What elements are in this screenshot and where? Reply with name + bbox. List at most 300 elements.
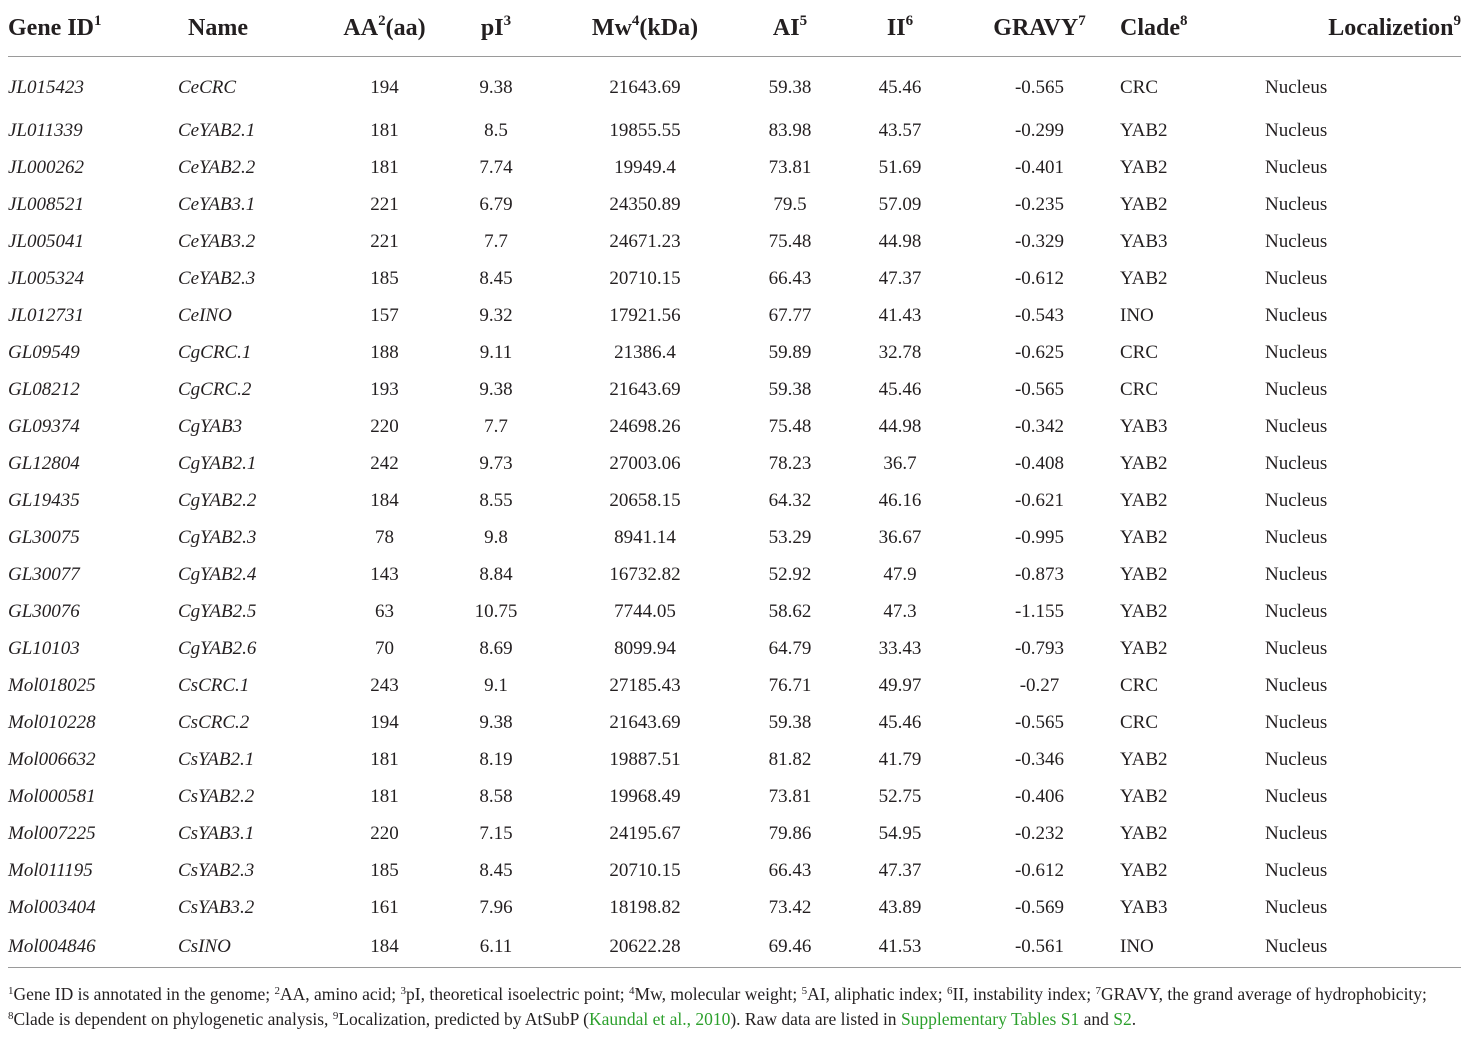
cell-mw: 20622.28 xyxy=(551,927,739,968)
table-row xyxy=(8,150,1461,187)
cell-name: CeINO xyxy=(178,305,232,326)
cell-mw: 24195.67 xyxy=(609,823,681,844)
footnote-text: Localization, predicted by AtSubP ( xyxy=(338,1009,589,1029)
footnote-marker: 7 xyxy=(1095,985,1101,997)
cell-pi: 9.1 xyxy=(484,675,508,696)
cell-aa: 243 xyxy=(370,675,399,696)
cell-gravy: -0.346 xyxy=(1014,749,1065,770)
cell-aa: 184 xyxy=(370,490,399,511)
header-ai-sup: 5 xyxy=(799,12,808,29)
cell-ii: 54.95 xyxy=(878,823,922,844)
table-header xyxy=(8,0,1461,57)
cell-ii: 46.16 xyxy=(878,490,922,511)
table-row xyxy=(8,520,1461,557)
header-pi-sup: 3 xyxy=(503,12,512,29)
cell-gravy: -0.793 xyxy=(1014,638,1065,659)
cell-localization: Nucleus xyxy=(1260,927,1461,968)
footnote-text: Gene ID is annotated in the genome; xyxy=(13,984,275,1004)
cell-ii: 36.7 xyxy=(883,453,917,474)
cell-gene-id: GL10103 xyxy=(8,638,80,659)
header-aa xyxy=(328,0,441,57)
gene-properties-table xyxy=(8,0,1461,968)
footnote-text: II, instability index; xyxy=(952,984,1096,1004)
cell-localization: Nucleus xyxy=(1265,638,1328,659)
cell-localization: Nucleus xyxy=(1265,527,1328,548)
table-body xyxy=(8,57,1461,968)
cell-ii: 47.9 xyxy=(883,564,917,585)
cell-gravy: -0.27 xyxy=(1019,675,1060,696)
cell-clade: YAB2 xyxy=(1120,157,1168,178)
cell-clade: YAB3 xyxy=(1120,416,1168,437)
cell-clade: YAB2 xyxy=(1120,860,1168,881)
cell-gravy: -0.569 xyxy=(1014,897,1065,918)
cell-gene-id: JL005041 xyxy=(8,231,84,252)
cell-ii: 45.46 xyxy=(878,379,922,400)
table-row xyxy=(8,483,1461,520)
header-ai xyxy=(739,0,841,57)
header-gene-id-label: Gene ID xyxy=(8,14,94,41)
cell-gravy: -0.873 xyxy=(1014,564,1065,585)
cell-ii: 41.53 xyxy=(841,927,959,968)
footnote-marker: 1 xyxy=(8,985,14,997)
cell-name: CgYAB2.6 xyxy=(178,638,257,659)
cell-gene-id: JL011339 xyxy=(8,120,83,141)
cell-aa: 157 xyxy=(370,305,399,326)
header-clade-sup: 8 xyxy=(1180,12,1188,29)
cell-ii: 44.98 xyxy=(878,231,922,252)
cell-aa: 220 xyxy=(370,823,399,844)
cell-mw: 20658.15 xyxy=(609,490,681,511)
cell-gravy: -0.299 xyxy=(1014,120,1065,141)
header-mw-label: Mw xyxy=(591,14,632,41)
cell-name: CeCRC xyxy=(178,77,237,99)
table-row xyxy=(8,372,1461,409)
footnote-marker: 8 xyxy=(8,1010,14,1022)
cell-ii: 43.89 xyxy=(878,897,922,918)
cell-gene-id: GL12804 xyxy=(8,453,80,474)
table-row xyxy=(8,890,1461,927)
cell-aa: 184 xyxy=(328,927,441,968)
cell-ai: 69.46 xyxy=(739,927,841,968)
table-row xyxy=(8,816,1461,853)
cell-localization: Nucleus xyxy=(1265,712,1328,733)
footnote-marker: 4 xyxy=(629,985,635,997)
cell-pi: 7.7 xyxy=(484,416,508,437)
cell-ai: 81.82 xyxy=(768,749,812,770)
header-name-label: Name xyxy=(188,14,248,41)
cell-gravy: -0.329 xyxy=(1014,231,1065,252)
cell-clade: INO xyxy=(1120,305,1154,326)
footnote-marker: 2 xyxy=(274,985,280,997)
cell-ii: 47.37 xyxy=(878,268,922,289)
cell-gravy: -0.342 xyxy=(1014,416,1065,437)
cell-ai: 79.5 xyxy=(773,194,807,215)
cell-pi: 9.8 xyxy=(484,527,508,548)
header-gravy-sup: 7 xyxy=(1078,12,1086,29)
cell-clade: CRC xyxy=(1120,342,1159,363)
cell-aa: 185 xyxy=(370,860,399,881)
cell-ii: 47.37 xyxy=(878,860,922,881)
header-gene-id xyxy=(8,0,178,57)
supplementary-s2-link[interactable]: S2 xyxy=(1113,1009,1132,1029)
cell-aa: 181 xyxy=(370,120,399,141)
cell-ai: 79.86 xyxy=(768,823,812,844)
cell-clade: YAB3 xyxy=(1120,897,1168,918)
cell-gene-id: JL005324 xyxy=(8,268,84,289)
cell-clade: YAB2 xyxy=(1120,453,1168,474)
cell-aa: 193 xyxy=(370,379,399,400)
cell-name: CsYAB2.1 xyxy=(178,749,255,770)
footnote-text: AI, aliphatic index; xyxy=(807,984,948,1004)
cell-clade: YAB2 xyxy=(1120,786,1168,807)
cell-pi: 6.11 xyxy=(441,927,551,968)
cell-pi: 8.55 xyxy=(479,490,513,511)
table-row xyxy=(8,927,1461,968)
cell-clade: INO xyxy=(1120,927,1260,968)
cell-gene-id: Mol004846 xyxy=(8,927,178,968)
cell-ii: 43.57 xyxy=(878,120,922,141)
table-row xyxy=(8,298,1461,335)
cell-ii: 47.3 xyxy=(883,601,917,622)
cell-clade: YAB3 xyxy=(1120,231,1168,252)
cell-gravy: -0.565 xyxy=(1014,379,1065,400)
cell-aa: 181 xyxy=(370,749,399,770)
cell-ai: 59.38 xyxy=(768,77,812,99)
cell-mw: 7744.05 xyxy=(614,601,676,622)
cell-localization: Nucleus xyxy=(1265,77,1328,99)
cell-ai: 64.32 xyxy=(768,490,812,511)
cell-name: CgCRC.2 xyxy=(178,379,252,400)
cell-aa: 220 xyxy=(370,416,399,437)
cell-mw: 8941.14 xyxy=(614,527,676,548)
cell-clade: YAB2 xyxy=(1120,194,1168,215)
cell-mw: 21643.69 xyxy=(609,77,681,99)
cell-ii: 36.67 xyxy=(878,527,922,548)
cell-name: CgYAB2.4 xyxy=(178,564,257,585)
footnote-marker: 3 xyxy=(400,985,406,997)
table-row xyxy=(8,409,1461,446)
table-row xyxy=(8,631,1461,668)
header-gene-id-sup: 1 xyxy=(94,12,102,29)
header-ii-label: II xyxy=(886,14,906,41)
cell-localization: Nucleus xyxy=(1265,157,1328,178)
cell-gravy: -0.612 xyxy=(1014,860,1065,881)
cell-localization: Nucleus xyxy=(1265,786,1328,807)
cell-gene-id: Mol000581 xyxy=(8,786,96,807)
cell-gene-id: GL30077 xyxy=(8,564,80,585)
cell-gene-id: GL09549 xyxy=(8,342,80,363)
footnote-text: . xyxy=(1131,1009,1137,1029)
cell-gene-id: JL008521 xyxy=(8,194,84,215)
citation-link[interactable]: Kaundal et al., 2010 xyxy=(588,1009,731,1029)
cell-ai: 64.79 xyxy=(768,638,812,659)
cell-aa: 221 xyxy=(370,231,399,252)
cell-name: CsCRC.1 xyxy=(178,675,250,696)
cell-clade: YAB2 xyxy=(1120,527,1168,548)
cell-gene-id: GL30076 xyxy=(8,601,80,622)
header-aa-sup: 2 xyxy=(378,12,386,29)
cell-name: CgYAB2.2 xyxy=(178,490,257,511)
cell-ii: 45.46 xyxy=(878,712,922,733)
cell-aa: 242 xyxy=(370,453,399,474)
cell-aa: 161 xyxy=(370,897,399,918)
cell-name: CgYAB3 xyxy=(178,416,243,437)
cell-gravy: -1.155 xyxy=(1014,601,1065,622)
table-row xyxy=(8,705,1461,742)
cell-aa: 188 xyxy=(370,342,399,363)
cell-aa: 70 xyxy=(375,638,394,659)
cell-ai: 52.92 xyxy=(768,564,812,585)
cell-ai: 58.62 xyxy=(768,601,812,622)
cell-pi: 8.45 xyxy=(479,268,513,289)
cell-gene-id: GL09374 xyxy=(8,416,80,437)
cell-ii: 32.78 xyxy=(878,342,922,363)
cell-clade: CRC xyxy=(1120,77,1159,99)
table-row xyxy=(8,113,1461,150)
cell-mw: 20710.15 xyxy=(609,860,681,881)
supplementary-tables-link[interactable]: Supplementary Tables S1 xyxy=(900,1009,1080,1029)
cell-aa: 181 xyxy=(370,157,399,178)
cell-ii: 41.43 xyxy=(878,305,922,326)
cell-ai: 67.77 xyxy=(768,305,812,326)
header-pi xyxy=(441,0,551,57)
cell-gravy: -0.406 xyxy=(1014,786,1065,807)
cell-mw: 19968.49 xyxy=(609,786,681,807)
cell-gene-id: JL012731 xyxy=(8,305,84,326)
cell-aa: 194 xyxy=(370,77,399,99)
cell-pi: 9.32 xyxy=(479,305,513,326)
table-row xyxy=(8,594,1461,631)
cell-localization: Nucleus xyxy=(1265,268,1328,289)
cell-gravy: -0.401 xyxy=(1014,157,1065,178)
cell-localization: Nucleus xyxy=(1265,675,1328,696)
cell-name: CsYAB3.2 xyxy=(178,897,255,918)
footnote-text: GRAVY, the grand average of hydrophobicity; xyxy=(1100,984,1427,1004)
cell-ii: 49.97 xyxy=(878,675,922,696)
cell-ai: 75.48 xyxy=(768,416,812,437)
cell-clade: YAB2 xyxy=(1120,564,1168,585)
cell-name: CeYAB2.3 xyxy=(178,268,256,289)
table-row xyxy=(8,57,1461,113)
cell-gene-id: Mol006632 xyxy=(8,749,96,770)
cell-gravy: -0.625 xyxy=(1014,342,1065,363)
cell-ii: 51.69 xyxy=(878,157,922,178)
header-gravy-label: GRAVY xyxy=(993,14,1079,41)
cell-ii: 44.98 xyxy=(878,416,922,437)
header-ii-sup: 6 xyxy=(905,12,914,29)
cell-localization: Nucleus xyxy=(1265,194,1328,215)
cell-clade: YAB2 xyxy=(1120,601,1168,622)
header-mw xyxy=(551,0,739,57)
cell-clade: CRC xyxy=(1120,675,1159,696)
cell-clade: YAB2 xyxy=(1120,268,1168,289)
header-mw-sup: 4 xyxy=(631,12,640,29)
cell-clade: YAB2 xyxy=(1120,749,1168,770)
cell-mw: 16732.82 xyxy=(609,564,681,585)
table-row xyxy=(8,779,1461,816)
cell-pi: 10.75 xyxy=(474,601,518,622)
cell-localization: Nucleus xyxy=(1265,749,1328,770)
cell-name: CsYAB2.3 xyxy=(178,860,255,881)
table-row xyxy=(8,668,1461,705)
cell-ai: 73.42 xyxy=(768,897,812,918)
cell-ai: 76.71 xyxy=(768,675,812,696)
cell-gene-id: Mol007225 xyxy=(8,823,96,844)
cell-name: CsYAB2.2 xyxy=(178,786,255,807)
header-gravy xyxy=(959,0,1120,57)
cell-mw: 27185.43 xyxy=(609,675,681,696)
footnote-marker: 5 xyxy=(801,985,808,997)
cell-mw: 19855.55 xyxy=(609,120,681,141)
cell-name: CeYAB3.1 xyxy=(178,194,256,215)
cell-gene-id: GL19435 xyxy=(8,490,80,511)
footnote-text: AA, amino acid; xyxy=(279,984,401,1004)
cell-pi: 7.15 xyxy=(479,823,513,844)
cell-aa: 181 xyxy=(370,786,399,807)
cell-ai: 73.81 xyxy=(768,157,812,178)
cell-localization: Nucleus xyxy=(1265,120,1328,141)
cell-pi: 9.38 xyxy=(479,379,513,400)
cell-localization: Nucleus xyxy=(1265,416,1328,437)
cell-mw: 17921.56 xyxy=(609,305,681,326)
cell-gravy: -0.543 xyxy=(1014,305,1065,326)
cell-name: CeYAB3.2 xyxy=(178,231,256,252)
footnote-marker: 9 xyxy=(332,1010,339,1022)
footnote-text: Clade is dependent on phylogenetic analysis, xyxy=(13,1009,333,1029)
cell-name: CsYAB3.1 xyxy=(178,823,255,844)
cell-gravy: -0.995 xyxy=(1014,527,1065,548)
cell-gene-id: JL000262 xyxy=(8,157,84,178)
cell-ai: 66.43 xyxy=(768,860,812,881)
header-name xyxy=(178,0,328,57)
header-clade xyxy=(1120,0,1260,57)
cell-localization: Nucleus xyxy=(1265,823,1328,844)
cell-gravy: -0.612 xyxy=(1014,268,1065,289)
cell-mw: 19887.51 xyxy=(609,749,681,770)
cell-clade: CRC xyxy=(1120,712,1159,733)
cell-pi: 6.79 xyxy=(479,194,513,215)
cell-pi: 8.5 xyxy=(484,120,508,141)
table-row xyxy=(8,261,1461,298)
cell-mw: 24350.89 xyxy=(609,194,681,215)
cell-gravy: -0.235 xyxy=(1014,194,1065,215)
cell-localization: Nucleus xyxy=(1265,342,1328,363)
cell-ai: 73.81 xyxy=(768,786,812,807)
cell-pi: 8.69 xyxy=(479,638,513,659)
cell-ii: 33.43 xyxy=(878,638,922,659)
table-row xyxy=(8,335,1461,372)
cell-aa: 221 xyxy=(370,194,399,215)
table-footnote xyxy=(8,982,1452,1032)
cell-clade: YAB2 xyxy=(1120,120,1168,141)
cell-localization: Nucleus xyxy=(1265,564,1328,585)
cell-clade: CRC xyxy=(1120,379,1159,400)
cell-mw: 24671.23 xyxy=(609,231,681,252)
cell-localization: Nucleus xyxy=(1265,860,1328,881)
cell-gravy: -0.565 xyxy=(1014,712,1065,733)
cell-mw: 19949.4 xyxy=(614,157,676,178)
footnote-text: Mw, molecular weight; xyxy=(634,984,802,1004)
table-row xyxy=(8,742,1461,779)
cell-mw: 21643.69 xyxy=(609,712,681,733)
cell-ai: 53.29 xyxy=(768,527,812,548)
cell-gene-id: GL08212 xyxy=(8,379,80,400)
cell-pi: 9.38 xyxy=(479,77,513,99)
cell-gene-id: JL015423 xyxy=(8,77,84,99)
table-row xyxy=(8,446,1461,483)
cell-gene-id: Mol010228 xyxy=(8,712,96,733)
cell-ai: 66.43 xyxy=(768,268,812,289)
header-ii xyxy=(841,0,959,57)
header-ai-label: AI xyxy=(772,14,800,41)
cell-localization: Nucleus xyxy=(1265,379,1328,400)
header-clade-label: Clade xyxy=(1120,14,1180,41)
cell-mw: 27003.06 xyxy=(609,453,681,474)
header-localization-sup: 9 xyxy=(1453,12,1461,29)
cell-localization: Nucleus xyxy=(1265,231,1328,252)
cell-mw: 20710.15 xyxy=(609,268,681,289)
cell-gravy: -0.232 xyxy=(1014,823,1065,844)
cell-localization: Nucleus xyxy=(1265,453,1328,474)
table-row xyxy=(8,557,1461,594)
cell-localization: Nucleus xyxy=(1265,897,1328,918)
table-row xyxy=(8,187,1461,224)
header-aa-unit: (aa) xyxy=(385,14,426,41)
cell-localization: Nucleus xyxy=(1265,305,1328,326)
cell-aa: 143 xyxy=(370,564,399,585)
cell-aa: 185 xyxy=(370,268,399,289)
cell-aa: 78 xyxy=(375,527,394,548)
cell-ai: 59.38 xyxy=(768,712,812,733)
table-row xyxy=(8,853,1461,890)
cell-ii: 57.09 xyxy=(878,194,922,215)
cell-pi: 7.74 xyxy=(479,157,513,178)
footnote-marker: 6 xyxy=(947,985,953,997)
cell-localization: Nucleus xyxy=(1265,490,1328,511)
cell-gravy: -0.408 xyxy=(1014,453,1065,474)
cell-aa: 63 xyxy=(375,601,394,622)
cell-pi: 7.7 xyxy=(484,231,508,252)
cell-clade: YAB2 xyxy=(1120,490,1168,511)
cell-gravy: -0.621 xyxy=(1014,490,1065,511)
cell-mw: 21643.69 xyxy=(609,379,681,400)
table-row xyxy=(8,224,1461,261)
header-pi-label: pI xyxy=(480,14,504,41)
cell-gene-id: Mol011195 xyxy=(8,860,93,881)
cell-ai: 75.48 xyxy=(768,231,812,252)
cell-gene-id: Mol018025 xyxy=(8,675,96,696)
cell-gravy: -0.565 xyxy=(1014,77,1065,99)
cell-ii: 45.46 xyxy=(878,77,922,99)
cell-ai: 59.89 xyxy=(768,342,812,363)
cell-pi: 8.84 xyxy=(479,564,513,585)
cell-name: CgYAB2.1 xyxy=(178,453,257,474)
cell-gravy: -0.561 xyxy=(959,927,1120,968)
header-localization-label: Localizetion xyxy=(1328,14,1454,41)
cell-clade: YAB2 xyxy=(1120,823,1168,844)
header-row xyxy=(8,0,1461,57)
cell-name: CgYAB2.3 xyxy=(178,527,257,548)
cell-name: CgYAB2.5 xyxy=(178,601,257,622)
header-mw-unit: (kDa) xyxy=(639,14,699,41)
cell-name: CeYAB2.1 xyxy=(178,120,256,141)
cell-gene-id: Mol003404 xyxy=(8,897,96,918)
footnote-text: and xyxy=(1079,1009,1114,1029)
cell-ai: 78.23 xyxy=(768,453,812,474)
cell-clade: YAB2 xyxy=(1120,638,1168,659)
cell-pi: 9.38 xyxy=(479,712,513,733)
cell-name: CeYAB2.2 xyxy=(178,157,256,178)
